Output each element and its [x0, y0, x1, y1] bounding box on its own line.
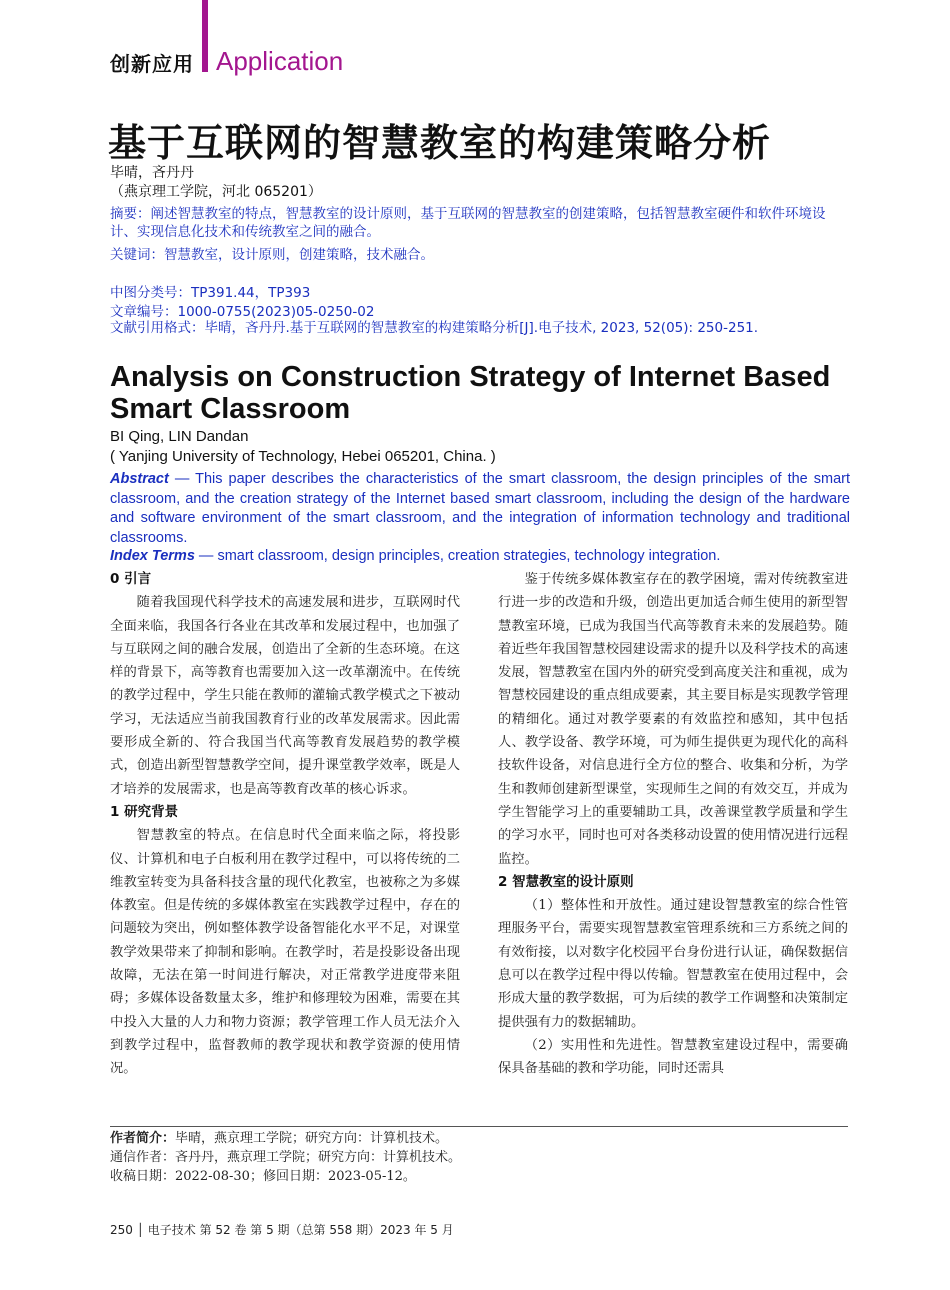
index-text-en: smart classroom, design principles, creation strategies, technology integration.: [217, 548, 721, 564]
footnote-corresponding: 通信作者：吝丹丹，燕京理工学院；研究方向：计算机技术。: [110, 1150, 462, 1165]
paragraph: 随着我国现代科学技术的高速发展和进步，互联网时代全面来临，我国各行各业在其改革和发展过程中，也加强了与互联网之间的融合发展，创造出了全新的生态环境。在这样的背景下，高等教育也需要加入这一改革潮流中。在传统的教学过程中，学生只能在教师的灌输式教学模式之下被动学习，无法适应当前我国教育行业的改革发展需求。因此需要形成全新的、符合我国当代高等教育发展趋势的教学模式，创造出新型智慧教学空间，提升课堂教学效率，既是人才培养的发展需求，也是高等教育改革的核心诉求。: [110, 595, 460, 797]
cite-label: 文献引用格式：: [110, 320, 205, 336]
clc-label: 中图分类号：: [110, 285, 191, 301]
cite-value: 毕晴，吝丹丹.基于互联网的智慧教室的构建策略分析[J].电子技术, 2023, 52(05): 250-251.: [204, 320, 759, 336]
section-label-en: Application: [216, 46, 344, 76]
abstract-label-en: Abstract: [110, 471, 169, 487]
paragraph: （2）实用性和先进性。智慧教室建设过程中，需要确保具备基础的教和学功能，同时还需具: [498, 1037, 848, 1077]
journal-info: 电子技术 第 52 卷 第 5 期（总第 558 期）2023 年 5 月: [147, 1223, 454, 1237]
citation-format: [110, 319, 848, 338]
paragraph: 鉴于传统多媒体教室存在的教学困境，需对传统教室进行进一步的改造和升级，创造出更加适合师生使用的新型智慧教室环境，已成为我国当代高等教育未来的发展趋势。随着近些年我国智慧校园建设需求的提升以及科学技术的高速发展，智慧教室在国内外的研究受到高度关注和重视，成为智慧校园建设的重点组成要素，其主要目标是实现教学管理的精细化。通过对教学要素的有效监控和感知，其中包括人、教学设备、教学环境，可为师生提供更为现代化的高科技软件设备，对信息进行全方位的整合、收集和分析，为学生和教师创建新型课堂，实现师生之间的有效交互，并成为学生智能学习上的重要辅助工具，改善课堂教学质量和学生的学习水平，同时也可对各类移动设置的使用情况进行远程监控。: [498, 572, 848, 867]
clc-value: TP391.44，TP393: [191, 285, 311, 301]
keywords-text-cn: 智慧教室，设计原则，创建策略，技术融合。: [164, 247, 434, 263]
index-terms: [110, 548, 850, 564]
body-column-left: [110, 568, 460, 1081]
footnote-author: [110, 1129, 461, 1148]
footnotes: [110, 1129, 461, 1186]
body-column-right: [498, 568, 848, 1081]
section-heading: 1 研究背景: [110, 803, 179, 820]
header-accent-bar: [202, 0, 208, 72]
document-number: [110, 300, 374, 320]
index-dash: —: [198, 548, 214, 564]
page-number: 250: [110, 1223, 133, 1237]
keywords-cn: [110, 243, 848, 263]
docno-label: 文章编号：: [110, 304, 178, 320]
section-label-cn: 创新应用: [110, 52, 194, 76]
footnote-author-text: 毕晴，燕京理工学院；研究方向：计算机技术。: [175, 1131, 449, 1146]
footnote-dates: 收稿日期：2022-08-30；修回日期：2023-05-12。: [110, 1169, 416, 1184]
abstract-text-en: This paper describes the characteristics of the smart classroom, the design principles of the smart classroom, and the creation strategy of the Internet based smart classroom, including the design of the hardware and software environment of the smart classroom, and the integration of information technology and traditional classrooms.: [110, 471, 850, 546]
abstract-en: [110, 470, 850, 548]
affiliation-cn: （燕京理工学院，河北 065201）: [110, 184, 322, 200]
clc-number: [110, 281, 310, 301]
footnote-divider: [110, 1126, 848, 1127]
index-label-en: Index Terms: [110, 548, 195, 564]
authors-cn: 毕晴，吝丹丹: [110, 165, 194, 181]
paragraph: （1）整体性和开放性。通过建设智慧教室的综合性管理服务平台，需要实现智慧教室管理系统和三方系统之间的有效衔接，以对数字化校园平台身份进行认证，确保数据信息可以在教学过程中得以传输。智慧教室在使用过程中，会形成大量的教学数据，可为后续的教学工作调整和决策制定提供强有力的数据辅助。: [498, 898, 848, 1030]
section-heading: 0 引言: [110, 571, 152, 587]
paragraph: 智慧教室的特点。在信息时代全面来临之际，将投影仪、计算机和电子白板利用在教学过程中，可以将传统的二维教室转变为具备科技含量的现代化教室，也被称之为多媒体教室。但是传统的多媒体教室在实践教学过程中，存在的问题较为突出，例如整体教学设备智能化水平不足，对课堂教学效果带来了抑制和影响。在教学时，若是投影设备出现故障，无法在第一时间进行解决，对正常教学进度带来阻碍；多媒体设备数量太多，维护和修理较为困难，需要在其中投入大量的人力和物力资源；教学管理工作人员无法介入到教学过程中，监督教师的教学现状和教学资源的使用情况。: [110, 828, 460, 1077]
authors-en: BI Qing, LIN Dandan: [110, 428, 249, 445]
abstract-text-cn: 阐述智慧教室的特点，智慧教室的设计原则，基于互联网的智慧教室的创建策略，包括智慧教室硬件和软件环境设计、实现信息化技术和传统教室之间的融合。: [110, 206, 826, 240]
page-footer: 250 │ 电子技术 第 52 卷 第 5 期（总第 558 期）2023 年 5 月: [110, 1223, 454, 1237]
paper-title-cn: 基于互联网的智慧教室的构建策略分析: [108, 121, 772, 165]
keywords-label-cn: 关键词：: [110, 247, 164, 263]
abstract-label-cn: 摘要：: [110, 206, 151, 222]
abstract-dash: —: [174, 471, 190, 487]
abstract-cn: [110, 205, 848, 241]
affiliation-en: ( Yanjing University of Technology, Hebei 065201, China. ): [110, 448, 496, 465]
section-heading: 2 智慧教室的设计原则: [498, 873, 634, 890]
footnote-author-label: 作者简介：: [110, 1131, 176, 1146]
paper-title-en: Analysis on Construction Strategy of Internet Based Smart Classroom: [110, 361, 831, 425]
docno-value: 1000-0755(2023)05-0250-02: [177, 304, 375, 320]
